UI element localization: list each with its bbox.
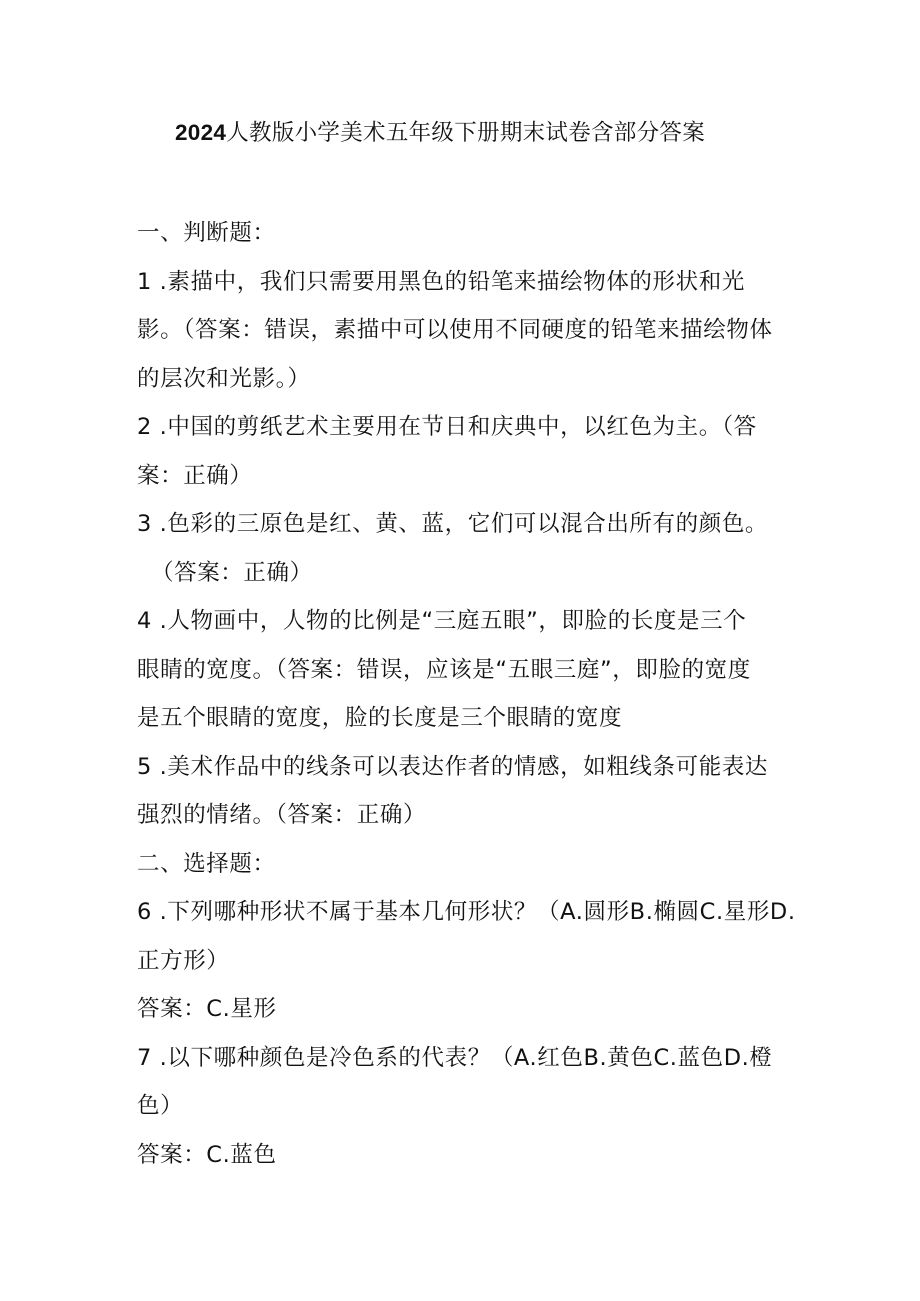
question-5-line-2: 强烈的情绪。（答案：正确）: [137, 802, 427, 828]
question-2-line-2: 案：正确）: [137, 462, 253, 489]
question-3-line-1: 3 .色彩的三原色是红、黄、蓝，它们可以混合出所有的颜色。: [137, 511, 769, 537]
question-6-line-1: 6 .下列哪种形状不属于基本几何形状？（A.圆形B.椭圆C.星形D.: [137, 899, 796, 925]
question-2-line-1: 2 .中国的剪纸艺术主要用在节日和庆典中，以红色为主。（答: [137, 414, 757, 440]
title-year: 2024: [174, 120, 227, 145]
question-1-line-1: 1 .素描中，我们只需要用黑色的铅笔来描绘物体的形状和光: [137, 268, 745, 295]
question-5: [137, 743, 797, 840]
question-2: [137, 403, 797, 500]
question-3-line-2: （答案：正确）: [151, 559, 313, 586]
title-text: 人教版小学美术五年级下册期末试卷含部分答案: [226, 120, 706, 146]
page-title: [0, 116, 880, 150]
question-7-line-1: 7 .以下哪种颜色是冷色系的代表？（A.红色B.黄色C.蓝色D.橙: [137, 1044, 773, 1071]
question-1: [137, 258, 797, 404]
question-1-line-3: 的层次和光影。）: [137, 365, 311, 392]
question-6-line-2: 正方形）: [137, 947, 230, 974]
question-4-line-1: 4 .人物画中，人物的比例是“三庭五眼”，即脸的长度是三个: [137, 608, 747, 634]
section-heading-choice: 二、选择题：: [137, 850, 276, 877]
question-6-answer: 答案：C.星形: [137, 996, 277, 1022]
question-5-line-1: 5 .美术作品中的线条可以表达作者的情感，如粗线条可能表达: [137, 753, 769, 780]
question-3: [137, 500, 797, 597]
question-7: [137, 1034, 797, 1180]
question-4-line-2: 眼睛的宽度。（答案：错误，应该是“五眼三庭”，即脸的宽度: [137, 656, 751, 683]
section-heading-judgment: 一、判断题：: [137, 220, 276, 246]
document-body: [137, 209, 797, 1179]
question-7-line-2: 色）: [137, 1093, 184, 1119]
question-1-line-2: 影。（答案：错误，素描中可以使用不同硬度的铅笔来描绘物体: [137, 317, 773, 343]
question-4-line-3: 是五个眼睛的宽度，脸的长度是三个眼睛的宽度: [137, 705, 623, 731]
question-7-answer: 答案：C.蓝色: [137, 1141, 277, 1168]
question-4: [137, 597, 797, 743]
question-6: [137, 888, 797, 1034]
